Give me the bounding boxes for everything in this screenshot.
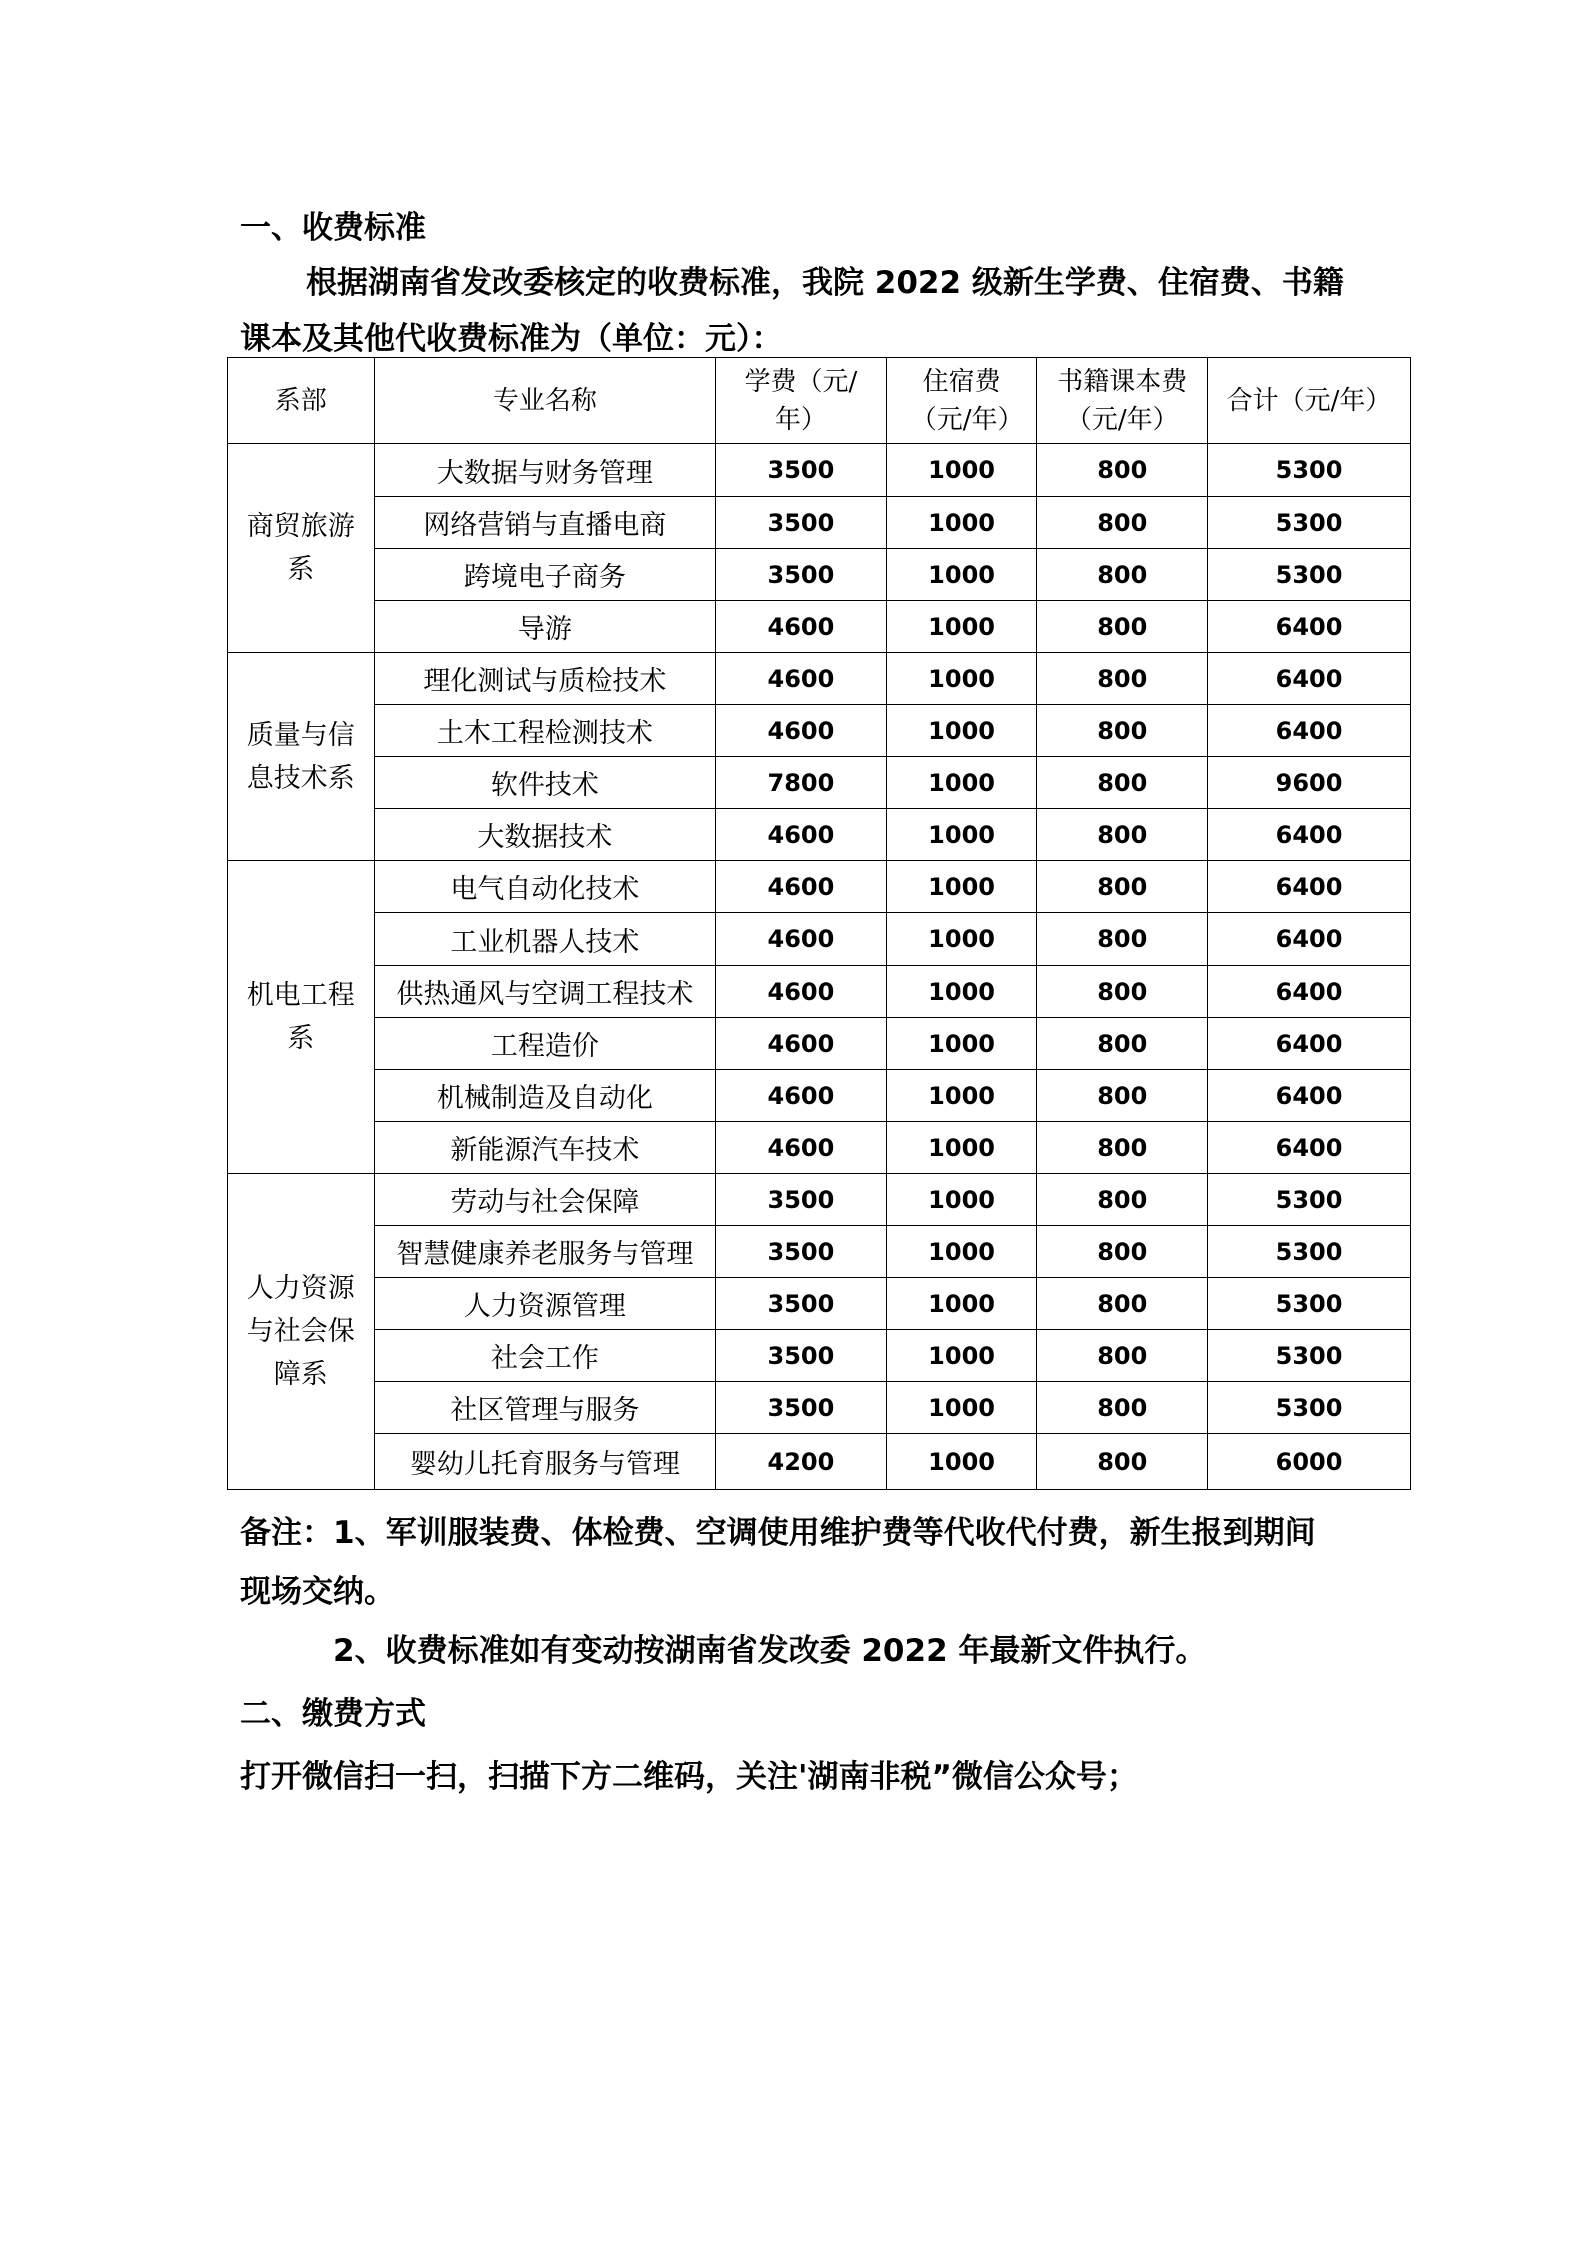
tuition-cell: 4600 [716,809,887,861]
total-cell: 5300 [1208,549,1411,601]
header-total: 合计（元/年） [1208,358,1411,444]
tuition-cell: 3500 [716,497,887,549]
books-cell: 800 [1037,653,1208,705]
total-cell: 5300 [1208,1226,1411,1278]
books-cell: 800 [1037,1070,1208,1122]
tuition-cell: 4600 [716,1122,887,1174]
total-cell: 6000 [1208,1434,1411,1490]
dorm-cell: 1000 [886,757,1037,809]
major-cell: 大数据技术 [374,809,715,861]
books-cell: 800 [1037,1278,1208,1330]
table-row [228,966,1411,1018]
tuition-cell: 7800 [716,757,887,809]
section-heading-payment: 二、缴费方式 [240,1696,426,1732]
dorm-cell: 1000 [886,1018,1037,1070]
major-cell: 跨境电子商务 [374,549,715,601]
table-row [228,601,1411,653]
table-row [228,653,1411,705]
total-cell: 5300 [1208,1330,1411,1382]
total-cell: 6400 [1208,601,1411,653]
header-books-label: 书籍课本费（元/年） [1057,366,1188,435]
books-cell: 800 [1037,861,1208,913]
dept-cell [228,1174,375,1490]
tuition-cell: 4600 [716,1070,887,1122]
intro-line-2: 课本及其他代收费标准为（单位：元）： [240,321,783,357]
dorm-cell: 1000 [886,1226,1037,1278]
tuition-cell: 3500 [716,1382,887,1434]
total-cell: 6400 [1208,809,1411,861]
table-row [228,1278,1411,1330]
dept-cell [228,861,375,1174]
books-cell: 800 [1037,1122,1208,1174]
books-cell: 800 [1037,913,1208,966]
major-cell: 社会工作 [374,1330,715,1382]
books-cell: 800 [1037,1330,1208,1382]
dorm-cell: 1000 [886,1434,1037,1490]
total-cell: 6400 [1208,1122,1411,1174]
books-cell: 800 [1037,444,1208,497]
total-cell: 6400 [1208,861,1411,913]
books-cell: 800 [1037,1018,1208,1070]
table-row [228,444,1411,497]
tuition-cell: 3500 [716,1226,887,1278]
table-row [228,1434,1411,1490]
tuition-cell: 3500 [716,444,887,497]
books-cell: 800 [1037,497,1208,549]
tuition-cell: 4600 [716,966,887,1018]
table-header-row [228,358,1411,444]
tuition-cell: 3500 [716,1278,887,1330]
tuition-cell: 3500 [716,1330,887,1382]
table-row [228,1122,1411,1174]
dorm-cell: 1000 [886,549,1037,601]
books-cell: 800 [1037,1382,1208,1434]
header-dorm [886,358,1037,444]
table-row [228,705,1411,757]
total-cell: 6400 [1208,913,1411,966]
tuition-cell: 3500 [716,549,887,601]
dorm-cell: 1000 [886,809,1037,861]
table-row [228,1382,1411,1434]
tuition-cell: 4600 [716,1018,887,1070]
dorm-cell: 1000 [886,653,1037,705]
major-cell: 大数据与财务管理 [374,444,715,497]
dorm-cell: 1000 [886,497,1037,549]
dorm-cell: 1000 [886,966,1037,1018]
total-cell: 9600 [1208,757,1411,809]
table-row [228,757,1411,809]
table-row [228,861,1411,913]
major-cell: 新能源汽车技术 [374,1122,715,1174]
table-row [228,497,1411,549]
major-cell: 理化测试与质检技术 [374,653,715,705]
books-cell: 800 [1037,705,1208,757]
tuition-cell: 4600 [716,861,887,913]
intro-line-1: 根据湖南省发改委核定的收费标准，我院 2022 级新生学费、住宿费、书籍 [306,265,1344,301]
total-cell: 6400 [1208,1070,1411,1122]
note-1-line-1: 备注：1、军训服装费、体检费、空调使用维护费等代收代付费，新生报到期间 [240,1515,1316,1551]
books-cell: 800 [1037,1174,1208,1226]
note-2: 2、收费标准如有变动按湖南省发改委 2022 年最新文件执行。 [333,1633,1207,1669]
dorm-cell: 1000 [886,705,1037,757]
tuition-cell: 4600 [716,705,887,757]
header-books [1037,358,1208,444]
tuition-cell: 4200 [716,1434,887,1490]
dept-label: 机电工程系 [246,980,355,1054]
tuition-cell: 4600 [716,913,887,966]
table-row [228,809,1411,861]
major-cell: 智慧健康养老服务与管理 [374,1226,715,1278]
major-cell: 劳动与社会保障 [374,1174,715,1226]
major-cell: 软件技术 [374,757,715,809]
major-cell: 人力资源管理 [374,1278,715,1330]
books-cell: 800 [1037,809,1208,861]
total-cell: 5300 [1208,1278,1411,1330]
table-row [228,1018,1411,1070]
header-major: 专业名称 [374,358,715,444]
dorm-cell: 1000 [886,1382,1037,1434]
total-cell: 6400 [1208,1018,1411,1070]
dorm-cell: 1000 [886,913,1037,966]
major-cell: 土木工程检测技术 [374,705,715,757]
major-cell: 社区管理与服务 [374,1382,715,1434]
header-tuition-label: 学费（元/年） [744,366,858,435]
dorm-cell: 1000 [886,601,1037,653]
tuition-cell: 4600 [716,653,887,705]
fee-table [227,357,1411,1490]
header-dept: 系部 [228,358,375,444]
table-row [228,1226,1411,1278]
total-cell: 5300 [1208,1382,1411,1434]
major-cell: 机械制造及自动化 [374,1070,715,1122]
table-row [228,549,1411,601]
major-cell: 婴幼儿托育服务与管理 [374,1434,715,1490]
total-cell: 6400 [1208,653,1411,705]
dept-label: 质量与信息技术系 [246,719,355,794]
books-cell: 800 [1037,549,1208,601]
major-cell: 工程造价 [374,1018,715,1070]
books-cell: 800 [1037,1434,1208,1490]
total-cell: 5300 [1208,497,1411,549]
major-cell: 电气自动化技术 [374,861,715,913]
section-heading-fee-standard: 一、收费标准 [240,210,426,246]
books-cell: 800 [1037,1226,1208,1278]
dorm-cell: 1000 [886,1330,1037,1382]
header-dorm-label: 住宿费（元/年） [910,366,1024,435]
major-cell: 导游 [374,601,715,653]
tuition-cell: 3500 [716,1174,887,1226]
table-row [228,1070,1411,1122]
total-cell: 5300 [1208,1174,1411,1226]
table-row [228,1330,1411,1382]
dept-label: 人力资源与社会保障系 [246,1273,355,1390]
dept-label: 商贸旅游系 [246,511,355,585]
books-cell: 800 [1037,757,1208,809]
dept-cell [228,444,375,653]
dorm-cell: 1000 [886,1070,1037,1122]
books-cell: 800 [1037,601,1208,653]
dorm-cell: 1000 [886,861,1037,913]
note-1-line-2: 现场交纳。 [240,1574,395,1610]
dorm-cell: 1000 [886,1174,1037,1226]
major-cell: 供热通风与空调工程技术 [374,966,715,1018]
header-tuition [716,358,887,444]
dorm-cell: 1000 [886,1278,1037,1330]
major-cell: 工业机器人技术 [374,913,715,966]
payment-instruction-line-1: 打开微信扫一扫，扫描下方二维码，关注'湖南非税”微信公众号； [240,1759,1138,1795]
total-cell: 6400 [1208,966,1411,1018]
table-row [228,913,1411,966]
total-cell: 5300 [1208,444,1411,497]
total-cell: 6400 [1208,705,1411,757]
dorm-cell: 1000 [886,444,1037,497]
dept-cell [228,653,375,861]
major-cell: 网络营销与直播电商 [374,497,715,549]
tuition-cell: 4600 [716,601,887,653]
dorm-cell: 1000 [886,1122,1037,1174]
table-row [228,1174,1411,1226]
books-cell: 800 [1037,966,1208,1018]
